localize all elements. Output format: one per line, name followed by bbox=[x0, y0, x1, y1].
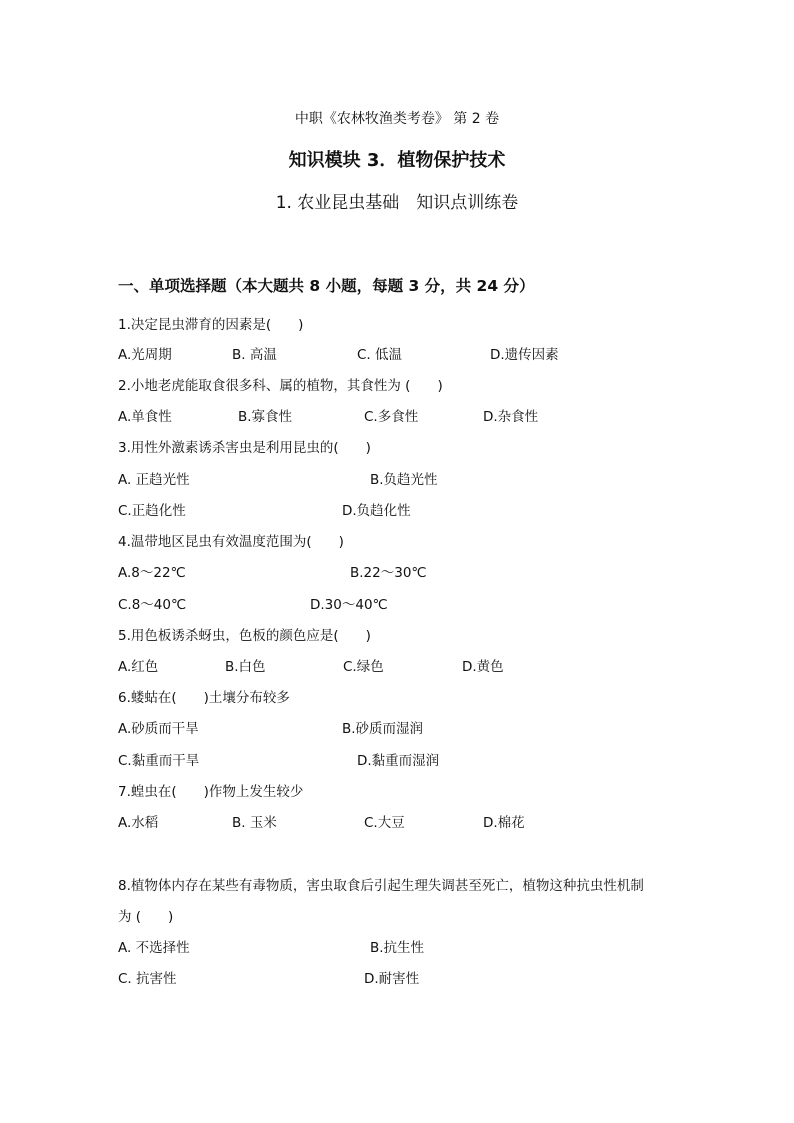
question-7-option-d: D.棉花 bbox=[483, 815, 525, 831]
question-4-option-d: D.30～40℃ bbox=[310, 597, 388, 613]
question-3-option-d: D.负趋化性 bbox=[342, 503, 411, 519]
question-8-option-c: C. 抗害性 bbox=[118, 971, 177, 987]
question-7-stem: 7.蝗虫在( )作物上发生较少 bbox=[118, 784, 304, 800]
question-8-option-b: B.抗生性 bbox=[370, 940, 425, 956]
paper-title: 1. 农业昆虫基础 知识点训练卷 bbox=[275, 193, 519, 213]
question-8-stem-continued: 为 ( ) bbox=[118, 909, 174, 925]
section-title: 一、单项选择题（本大题共 8 小题，每题 3 分，共 24 分） bbox=[118, 277, 535, 295]
question-2-option-a: A.单食性 bbox=[118, 409, 172, 425]
module-title: 知识模块 3．植物保护技术 bbox=[288, 150, 506, 171]
question-6-option-a: A.砂质而干旱 bbox=[118, 721, 199, 737]
question-4-option-a: A.8～22℃ bbox=[118, 565, 186, 581]
question-5-option-a: A.红色 bbox=[118, 659, 159, 675]
question-1-option-d: D.遗传因素 bbox=[490, 347, 559, 363]
question-5-stem: 5.用色板诱杀蚜虫，色板的颜色应是( ) bbox=[118, 628, 371, 644]
question-6-option-c: C.黏重而干旱 bbox=[118, 753, 200, 769]
question-2-option-c: C.多食性 bbox=[364, 409, 419, 425]
question-2-option-d: D.杂食性 bbox=[483, 409, 539, 425]
question-2-stem: 2.小地老虎能取食很多科、属的植物，其食性为 ( ) bbox=[118, 378, 443, 394]
question-7-option-a: A.水稻 bbox=[118, 815, 159, 831]
question-8-stem: 8.植物体内存在某些有毒物质，害虫取食后引起生理失调甚至死亡，植物这种抗虫性机制 bbox=[118, 878, 644, 894]
question-4-option-c: C.8～40℃ bbox=[118, 597, 187, 613]
question-7-option-c: C.大豆 bbox=[364, 815, 405, 831]
question-3-option-a: A. 正趋光性 bbox=[118, 472, 190, 488]
question-3-stem: 3.用性外激素诱杀害虫是利用昆虫的( ) bbox=[118, 440, 371, 456]
question-7-option-b: B. 玉米 bbox=[232, 815, 277, 831]
exam-volume-title: 中职《农林牧渔类考卷》 第 2 卷 bbox=[294, 111, 500, 127]
question-2-option-b: B.寡食性 bbox=[238, 409, 293, 425]
question-6-option-d: D.黏重而湿润 bbox=[357, 753, 440, 769]
question-4-option-b: B.22～30℃ bbox=[350, 565, 427, 581]
question-4-stem: 4.温带地区昆虫有效温度范围为( ) bbox=[118, 534, 344, 550]
question-1-option-a: A.光周期 bbox=[118, 347, 172, 363]
question-8-option-d: D.耐害性 bbox=[364, 971, 420, 987]
question-5-option-d: D.黄色 bbox=[462, 659, 504, 675]
question-8-option-a: A. 不选择性 bbox=[118, 940, 190, 956]
question-5-option-c: C.绿色 bbox=[343, 659, 384, 675]
question-3-option-b: B.负趋光性 bbox=[370, 472, 438, 488]
question-3-option-c: C.正趋化性 bbox=[118, 503, 186, 519]
question-1-option-c: C. 低温 bbox=[357, 347, 403, 363]
question-1-stem: 1.决定昆虫滞育的因素是( ) bbox=[118, 317, 304, 333]
question-6-option-b: B.砂质而湿润 bbox=[342, 721, 424, 737]
question-1-option-b: B. 高温 bbox=[232, 347, 277, 363]
question-5-option-b: B.白色 bbox=[225, 659, 266, 675]
question-6-stem: 6.蝼蛄在( )土壤分布较多 bbox=[118, 690, 290, 706]
